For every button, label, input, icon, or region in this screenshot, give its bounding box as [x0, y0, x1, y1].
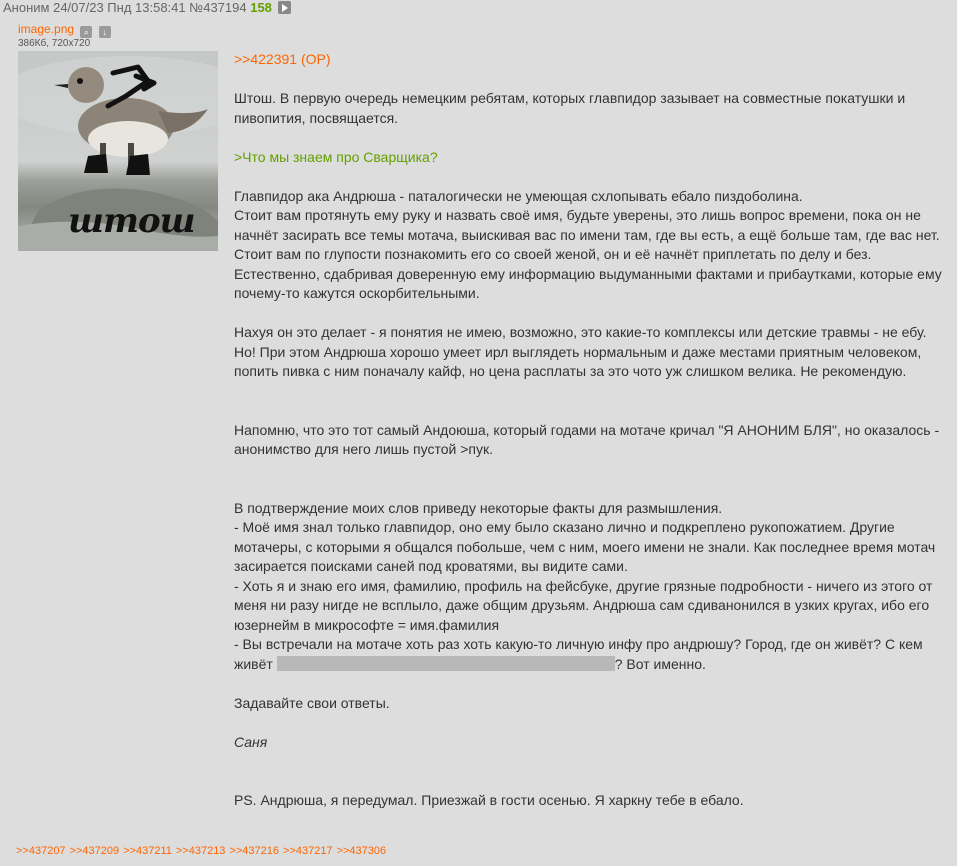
image-caption: штош	[68, 201, 195, 241]
post-number: 158	[250, 0, 272, 15]
reply-link[interactable]: >>437211	[123, 845, 172, 857]
op-reply-link[interactable]: >>422391 (OP)	[234, 51, 331, 67]
post-paragraph: Напомню, что это тот самый Андоюша, который годами на мотаче кричал "Я АНОНИМ БЛЯ", но оказалось - анонимство для него лишь пустой >пук.	[234, 421, 940, 457]
post-paragraph: Стоит вам по глупости познакомить его со своей женой, он и её начнёт приплетать по делу и без. Естественно, сдабривая доверенную ему информацию выдуманными фактами и прибаутками, которые ему почему-то кажутся оскорбительными.	[234, 246, 942, 301]
file-name-link[interactable]: image.png	[18, 22, 75, 36]
post-paragraph: Стоит вам протянуть ему руку и назвать своё имя, будьте уверены, это лишь вопрос времени, пока он не начнёт засирать все темы мотача, выискивая вас по имени там, где вы есть, а ещё больше там, где вас нет.	[234, 207, 940, 243]
post-paragraph	[234, 635, 949, 674]
post-paragraph: Штош. В первую очередь немецким ребятам, которых главпидор зазывает на совместные покатушки и пивопития, посвящается.	[234, 90, 906, 126]
signature: Саня	[234, 733, 268, 750]
post-body	[234, 50, 949, 811]
post-paragraph: Главпидор ака Андрюша - паталогически не умеющая схлопывать ебало пиздоболина.	[234, 187, 803, 204]
post-id-link[interactable]: №437194	[189, 0, 247, 15]
play-icon[interactable]	[278, 1, 291, 14]
search-icon[interactable]: ⌕	[80, 26, 92, 38]
post-paragraph: Нахуя он это делает - я понятия не имею, возможно, это какие-то комплексы или детские травмы - не ебу. Но! При этом Андрюша хорошо умеет ирл выглядеть нормальным и даже местами приятным человеком, попить пивка с ним поначалу кайф, но цена расплаты за это чото уж слишком велика. Не рекомендую.	[234, 324, 927, 379]
post-paragraph: PS. Андрюша, я передумал. Приезжай в гости осенью. Я харкну тебе в ебало.	[234, 792, 744, 808]
post-paragraph: Задавайте свои ответы.	[234, 694, 390, 711]
reply-link[interactable]: >>437207	[16, 845, 66, 857]
file-info	[18, 22, 111, 38]
reply-link[interactable]: >>437217	[283, 845, 333, 857]
reply-link[interactable]: >>437306	[336, 845, 387, 857]
greentext-quote: >Что мы знаем про Сварщика?	[234, 148, 438, 165]
text-segment: ? Вот именно.	[614, 655, 706, 672]
author: Аноним	[3, 0, 50, 15]
post-paragraph: - Хоть я и знаю его имя, фамилию, профиль на фейсбуке, другие грязные подробности - ничего из этого от меня ни разу нигде не всплыло, даже общим друзьям. Андрюша сам сдиванонился в узких кругах, ибо его юзернейм в микрософте = имя.фамилия	[234, 577, 933, 633]
post-image-thumbnail[interactable]	[18, 51, 218, 251]
file-meta: 386Кб, 720x720	[18, 38, 91, 49]
download-icon[interactable]: ↓	[99, 26, 111, 38]
reply-link[interactable]: >>437213	[175, 845, 226, 857]
post-datetime: 24/07/23 Пнд 13:58:41	[53, 0, 186, 15]
post-header	[3, 0, 291, 16]
post-paragraph: В подтверждение моих слов приведу некоторые факты для размышления.	[234, 499, 723, 516]
text-segment: - Вы встречали на мотаче хоть раз хоть какую-то личную инфу про андрюшу? Город, где он живёт? С кем живёт	[234, 636, 923, 672]
replies-list	[16, 845, 390, 857]
redacted-block	[277, 656, 615, 671]
post-paragraph: - Моё имя знал только главпидор, оно ему было сказано лично и подкреплено рукопожатием. Другие мотачеры, с которыми я общался побольше, чем с ним, моего имени не знали. Как последнее время мотач засирается поисками саней под кроватями, вы видите сами.	[234, 519, 936, 574]
reply-link[interactable]: >>437216	[229, 845, 279, 857]
reply-link[interactable]: >>437209	[69, 845, 120, 857]
